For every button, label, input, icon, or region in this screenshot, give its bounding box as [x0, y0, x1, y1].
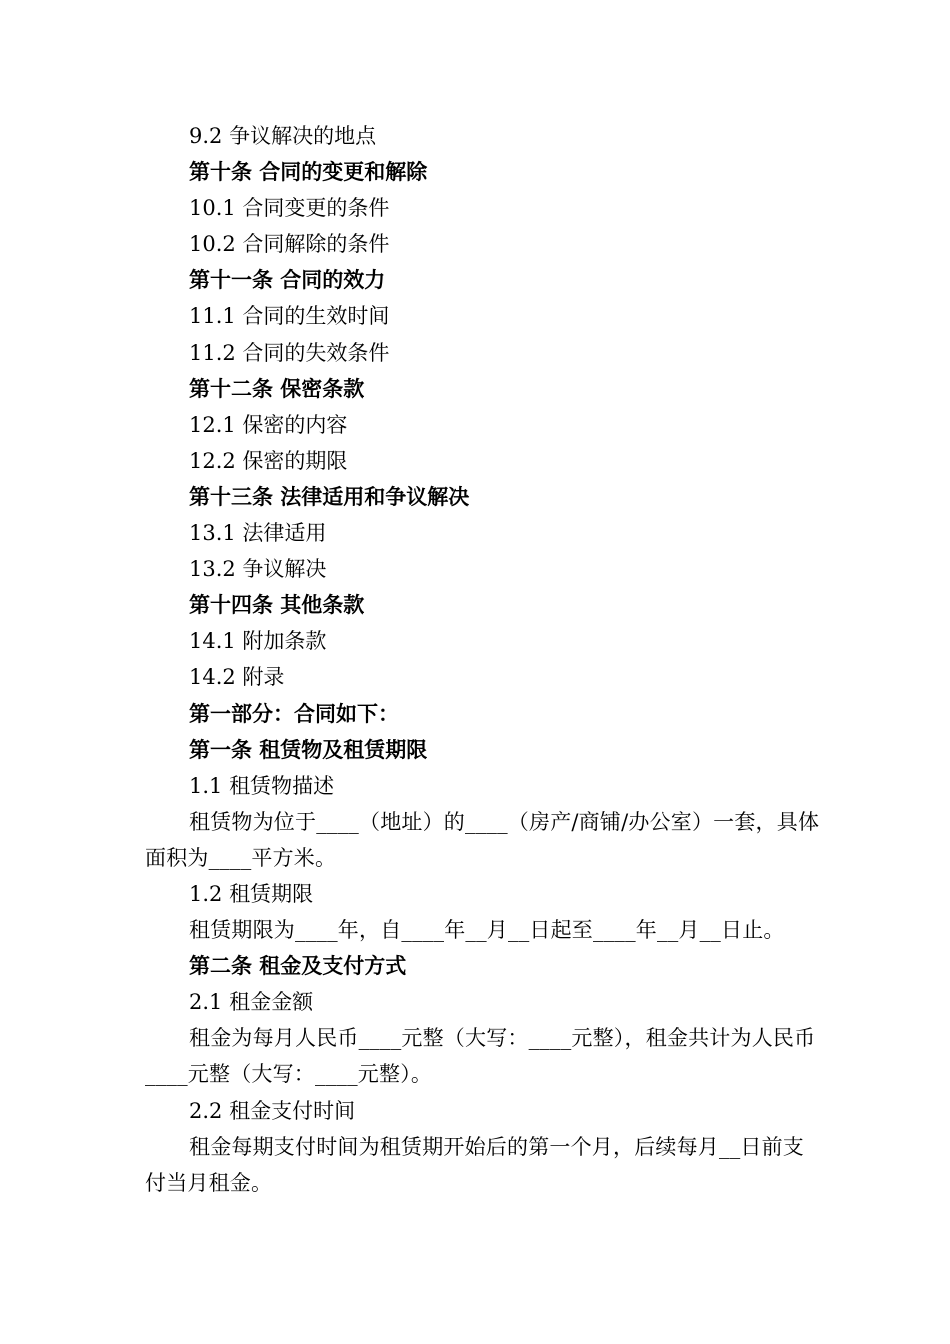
- article-heading: 第十二条 保密条款: [189, 375, 365, 401]
- article-heading: 第十四条 其他条款: [189, 592, 365, 618]
- clause-line: 12.1 保密的内容: [189, 412, 348, 437]
- section-heading: 第一部分：合同如下：: [189, 700, 399, 726]
- clause-line: 11.1 合同的生效时间: [189, 304, 390, 329]
- rent-amount-paragraph: 租金为每月人民币____元整（大写：____元整），租金共计为人民币____元整（大写：____元整）。: [145, 1026, 816, 1087]
- rent-payment-paragraph: 租金每期支付时间为租赁期开始后的第一个月，后续每月__日前支付当月租金。: [145, 1134, 804, 1195]
- document-body: [145, 118, 825, 1201]
- article-heading: 第二条 租金及支付方式: [189, 953, 407, 979]
- clause-line: 14.2 附录: [189, 665, 285, 690]
- clause-line: 1.1 租赁物描述: [189, 773, 335, 798]
- clause-line: 1.2 租赁期限: [189, 881, 314, 906]
- clause-line: 13.2 争议解决: [189, 557, 327, 582]
- article-heading: 第十一条 合同的效力: [189, 267, 386, 293]
- clause-line: 14.1 附加条款: [189, 629, 327, 654]
- article-heading: 第一条 租赁物及租赁期限: [189, 736, 428, 762]
- clause-line: 10.2 合同解除的条件: [189, 232, 390, 257]
- clause-line: 2.1 租金金额: [189, 990, 314, 1015]
- lease-object-paragraph: 租赁物为位于____（地址）的____（房产/商铺/办公室）一套，具体面积为____平方米。: [145, 809, 820, 870]
- clause-line: 9.2 争议解决的地点: [189, 124, 377, 148]
- clause-line: 10.1 合同变更的条件: [189, 196, 390, 221]
- clause-line: 11.2 合同的失效条件: [189, 340, 390, 365]
- clause-line: 2.2 租金支付时间: [189, 1098, 356, 1123]
- article-heading: 第十三条 法律适用和争议解决: [189, 483, 470, 509]
- lease-term-paragraph: 租赁期限为____年，自____年__月__日起至____年__月__日止。: [189, 918, 785, 943]
- clause-line: 13.1 法律适用: [189, 521, 327, 546]
- clause-line: 12.2 保密的期限: [189, 448, 348, 473]
- article-heading: 第十条 合同的变更和解除: [189, 159, 428, 185]
